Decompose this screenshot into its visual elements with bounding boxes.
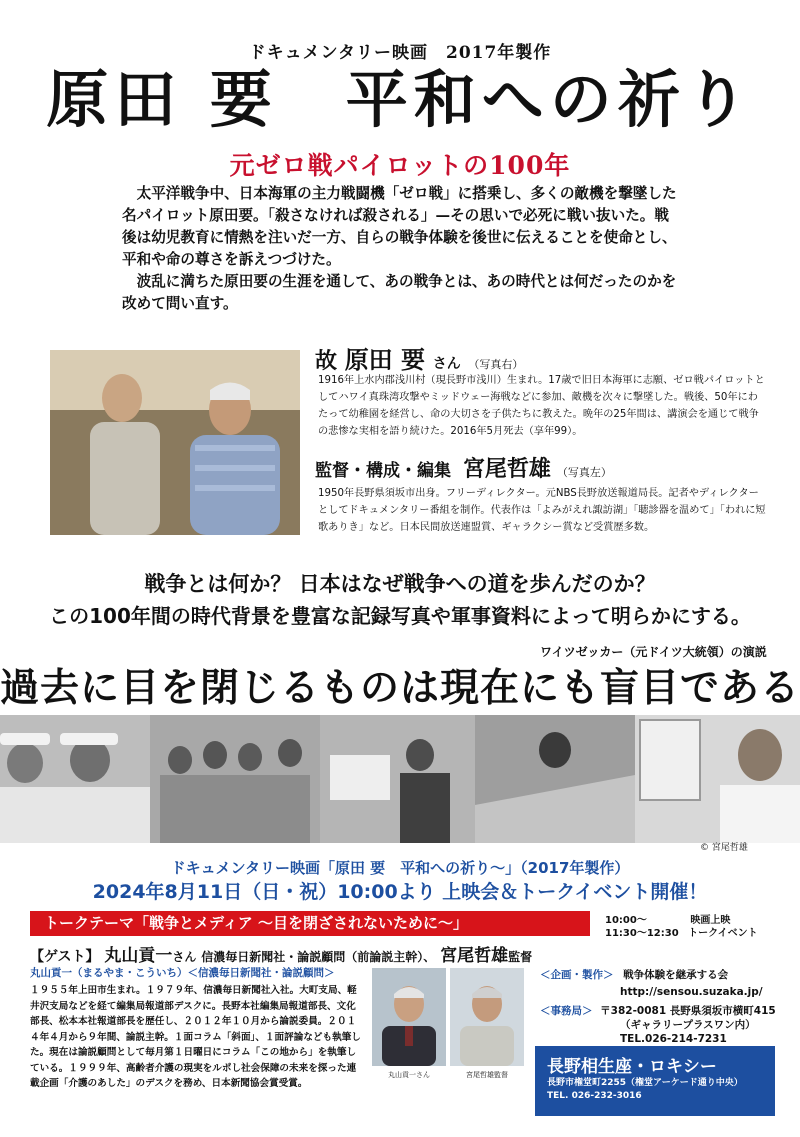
guest2-title: 監督 bbox=[508, 950, 533, 964]
schedule-row-2 bbox=[605, 924, 758, 939]
schedule-time: 10:00〜 bbox=[605, 915, 647, 926]
schedule-label: 映画上映 bbox=[690, 915, 731, 926]
profile2-note: （写真左） bbox=[556, 466, 612, 479]
intro-paragraph-2: 波乱に満ちた原田要の生涯を通して、あの戦争とは、あの時代とは何だったのかを改めて問い直す。 bbox=[122, 273, 677, 312]
event-film-line: ドキュメンタリー映画「原田 要 平和への祈り〜」（2017年製作） bbox=[170, 859, 630, 877]
talk-theme-banner: トークテーマ「戦争とメディア 〜目を閉ざされないために〜」 bbox=[30, 911, 590, 936]
caption-maruyama: 丸山貢一さん bbox=[388, 1071, 430, 1079]
profile2-heading bbox=[315, 452, 612, 483]
profile1-suffix: さん bbox=[432, 356, 461, 372]
portrait-photo bbox=[50, 350, 300, 535]
schedule-time: 11:30〜12:30 bbox=[605, 928, 679, 939]
theater-box bbox=[535, 1046, 775, 1116]
plan-label: ＜企画・製作＞ bbox=[540, 969, 614, 981]
guest-bio-heading: 丸山貢一（まるやま・こういち）＜信濃毎日新聞社・論説顧問＞ bbox=[30, 967, 335, 979]
intro-paragraph-1: 太平洋戦争中、日本海軍の主力戦闘機「ゼロ戦」に搭乗し、多くの敵機を撃墜した名パイロット原田要。「殺さなければ殺される」—その思いで必死に戦い抜いた。戦後は幼児教育に情熱を注いだ一方、自らの戦争体験を後世に伝えることを使命とし、平和や命の尊さを訴えつづけた。 bbox=[122, 185, 677, 268]
office-address: 〒382-0081 長野県須坂市横町415 bbox=[600, 1005, 776, 1017]
theater-address: 長野市権堂町2255（権堂アーケード通り中央） bbox=[547, 1078, 743, 1088]
question-line-2: この100年間の時代背景を豊富な記録写真や軍事資料によって明らかにする。 bbox=[49, 604, 751, 628]
weizsacker-quote: 過去に目を閉じるものは現在にも盲目である bbox=[0, 665, 800, 711]
guest-photo-maruyama bbox=[372, 968, 446, 1066]
film-title: 原田 要 平和への祈り bbox=[46, 63, 754, 136]
profile1-body: 1916年上水内郡浅川村（現長野市浅川）生まれ。17歳で旧日本海軍に志願、ゼロ戦パイロットとしてハワイ真珠湾攻撃やミッドウェー海戦などに参加、敵機を次々に撃墜した。戦後、50年にわたって幼稚園を経営し、命の大切さを子供たちに教えた。晩年の25年間は、講演会を通じて戦争の悲惨な実相を語り続けた。2016年5月死去（享年99）。 bbox=[318, 375, 765, 437]
question-line-1: 戦争とは何か？ 日本はなぜ戦争への道を歩んだのか？ bbox=[144, 572, 656, 596]
guest-line bbox=[30, 941, 532, 966]
guest-label: 【ゲスト】 bbox=[30, 949, 100, 965]
historical-photo-strip bbox=[0, 715, 800, 843]
office-label: ＜事務局＞ bbox=[540, 1005, 593, 1017]
quote-attribution: ワイツゼッカー（元ドイツ大統領）の演説 bbox=[540, 645, 767, 659]
organizer-url[interactable]: http://sensou.suzaka.jp/ bbox=[620, 986, 763, 998]
film-category-label: ドキュメンタリー映画 2017年製作 bbox=[248, 43, 552, 63]
profile2-role: 監督・構成・編集 bbox=[315, 461, 451, 481]
profile1-prefix: 故 bbox=[315, 348, 338, 374]
guest-name: 丸山貢一 bbox=[104, 946, 173, 966]
caption-miyao: 宮尾哲雄監督 bbox=[466, 1071, 508, 1079]
schedule-label: トークイベント bbox=[688, 928, 758, 939]
office-tel: TEL.026-214-7231 bbox=[620, 1033, 727, 1045]
film-subtitle: 元ゼロ戦パイロットの100年 bbox=[229, 151, 571, 180]
office-note: （ギャラリープラスワン内） bbox=[620, 1019, 756, 1031]
theater-tel: TEL. 026-232-3016 bbox=[547, 1091, 642, 1101]
guest2-name: 宮尾哲雄 bbox=[440, 946, 509, 966]
guest-photo-miyao bbox=[450, 968, 524, 1066]
profile1-note: （写真右） bbox=[468, 358, 524, 371]
guest-bio-body: １９５５年上田市生まれ。１９７９年、信濃毎日新聞社入社。大町支局、軽井沢支局などを経て編集局報道部デスクに。長野本社編集局報道部長、文化部長、松本本社報道部長を歴任し、２０１２年１０月から論説委員。２０１４年４月から９年間、論説主幹。１面コラム「斜面」、１面評論なども執筆した。現在は論説顧問として毎月第１日曜日にコラム「この地から」を執筆している。１９９９年、高齢者介護の現実をルポし社会保障の未来を探った連載企画「介護のあした」のデスクを務め、日本新聞協会賞受賞。 bbox=[30, 985, 361, 1089]
office-line bbox=[540, 1004, 776, 1019]
profile1-heading bbox=[315, 340, 523, 375]
guest-san: さん bbox=[172, 950, 197, 964]
event-date-line: 2024年8月11日（日・祝）10:00より 上映会＆トークイベント開催！ bbox=[92, 881, 708, 903]
profile2-name: 宮尾哲雄 bbox=[462, 456, 551, 482]
intro-text bbox=[122, 183, 682, 315]
profile2-body: 1950年長野県須坂市出身。フリーディレクター。元NBS長野放送報道局長。記者やディレクターとしてドキュメンタリー番組を制作。代表作は「よみがえれ諏訪湖」「聴診器を温めて」「われに短歌ありき」など。日本民間放送連盟賞、ギャラクシー賞など受賞歴多数。 bbox=[318, 488, 766, 533]
plan-name: 戦争体験を継承する会 bbox=[623, 969, 729, 981]
organizer-plan bbox=[540, 968, 728, 983]
guest-title: 信濃毎日新聞社・論説顧問（前論説主幹）、 bbox=[201, 950, 436, 964]
profile1-name: 原田 要 bbox=[344, 345, 426, 374]
photo-credit: © 宮尾哲雄 bbox=[700, 843, 748, 853]
theater-name: 長野相生座・ロキシー bbox=[547, 1057, 717, 1077]
